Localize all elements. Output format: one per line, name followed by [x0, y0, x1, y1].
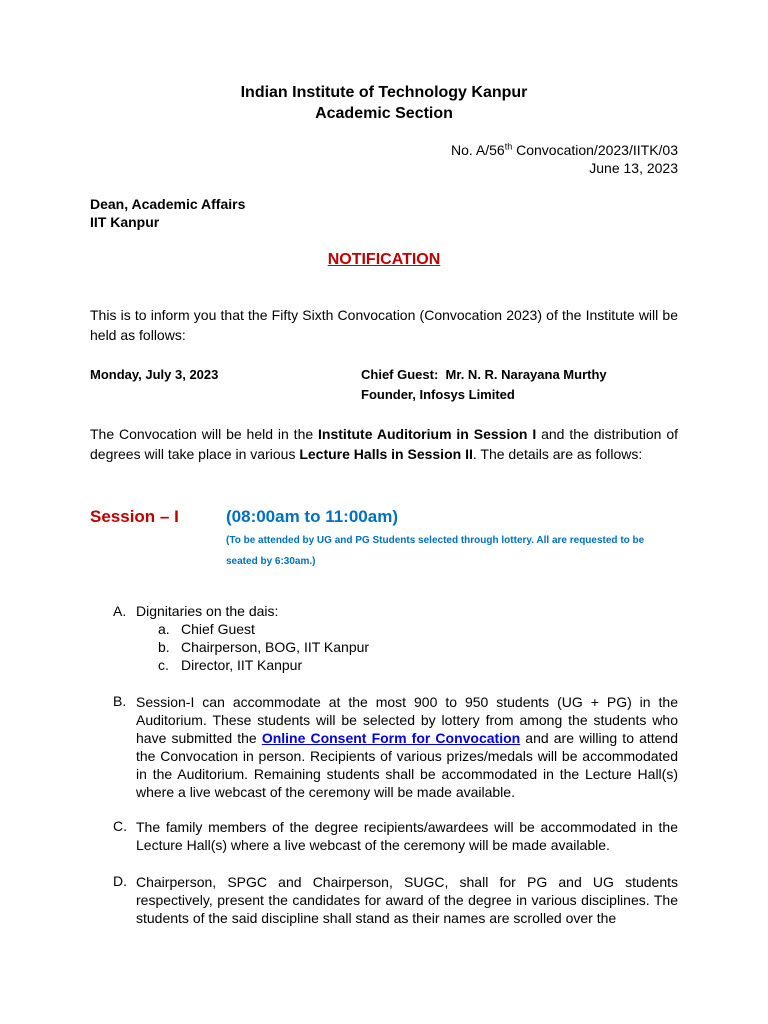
details-text-3: . The details are as follows:	[472, 446, 643, 462]
item-b-text-1: Session-I can accommodate at the most 900 to 950 students (UG + PG) in the Auditorium. These students will be selected by lottery from among the students who have submitted the	[136, 694, 678, 746]
chief-guest-name: Mr. N. R. Narayana Murthy	[445, 367, 607, 382]
item-d-text: Chairperson, SPGC and Chairperson, SUGC, shall for PG and UG students respectively, present the candidates for award of the degree in various disciplines. The students of the said discipline shall stand as their names are scrolled over the	[136, 874, 678, 926]
chief-guest-title: Founder, Infosys Limited	[361, 387, 515, 402]
ref-suffix: Convocation/2023/IITK/03	[512, 142, 678, 158]
session-1-note: (To be attended by UG and PG Students selected through lottery. All are requested to be seated by 6:30am.)	[226, 535, 645, 567]
item-b-text-2: and are willing to attend the Convocation in person. Recipients of various prizes/medals will be accommodated in the Auditorium. Remaining students shall be accommodated in the Lecture Hall(s) where a live webcast of the ceremony will be made available.	[136, 730, 679, 800]
details-text-1: The Convocation will be held in the	[90, 426, 319, 442]
section-name: Academic Section	[315, 105, 453, 122]
item-c-text: The family members of the degree recipients/awardees will be accommodated in the Lecture Hall(s) where a live webcast of the ceremony will be made available.	[136, 819, 678, 853]
details-bold-2: Lecture Halls in Session II	[299, 446, 473, 462]
item-c-marker: C.	[113, 818, 127, 834]
institute-name: Indian Institute of Technology Kanpur	[240, 84, 528, 101]
item-a-text: Dignitaries on the dais:	[136, 603, 279, 619]
item-a-sub-a-marker: a.	[158, 621, 170, 637]
item-b-text	[136, 693, 678, 801]
item-a-sub-b-marker: b.	[158, 639, 170, 655]
event-date: Monday, July 3, 2023	[90, 367, 219, 382]
ref-superscript: th	[504, 141, 513, 152]
sender-institute: IIT Kanpur	[90, 214, 160, 230]
details-paragraph	[90, 424, 678, 464]
details-bold-1: Institute Auditorium in Session I	[318, 426, 537, 442]
item-d-marker: D.	[113, 873, 127, 889]
item-b-marker: B.	[113, 693, 127, 709]
session-1-title: Session – I	[90, 507, 179, 526]
chief-guest-label: Chief Guest:	[361, 367, 439, 382]
sender-title: Dean, Academic Affairs	[90, 196, 246, 212]
item-a-sub-c-marker: c.	[158, 657, 169, 673]
notice-date: June 13, 2023	[589, 160, 678, 176]
item-a-marker: A.	[113, 603, 127, 619]
reference-number	[451, 142, 678, 158]
notification-title: NOTIFICATION	[327, 251, 441, 268]
ref-prefix: No. A/56	[451, 142, 505, 158]
chief-guest-line	[361, 367, 607, 382]
session-1-time: (08:00am to 11:00am)	[226, 507, 398, 526]
details-text-2: and the distribution of degrees will take place in various	[90, 426, 678, 462]
item-a-sub-a-text: Chief Guest	[181, 621, 255, 637]
item-a-sub-b-text: Chairperson, BOG, IIT Kanpur	[181, 639, 370, 655]
intro-paragraph: This is to inform you that the Fifty Sixth Convocation (Convocation 2023) of the Institute will be held as follows:	[90, 307, 678, 343]
item-a-sub-c-text: Director, IIT Kanpur	[181, 657, 303, 673]
consent-form-link[interactable]: Online Consent Form for Convocation	[261, 730, 521, 746]
